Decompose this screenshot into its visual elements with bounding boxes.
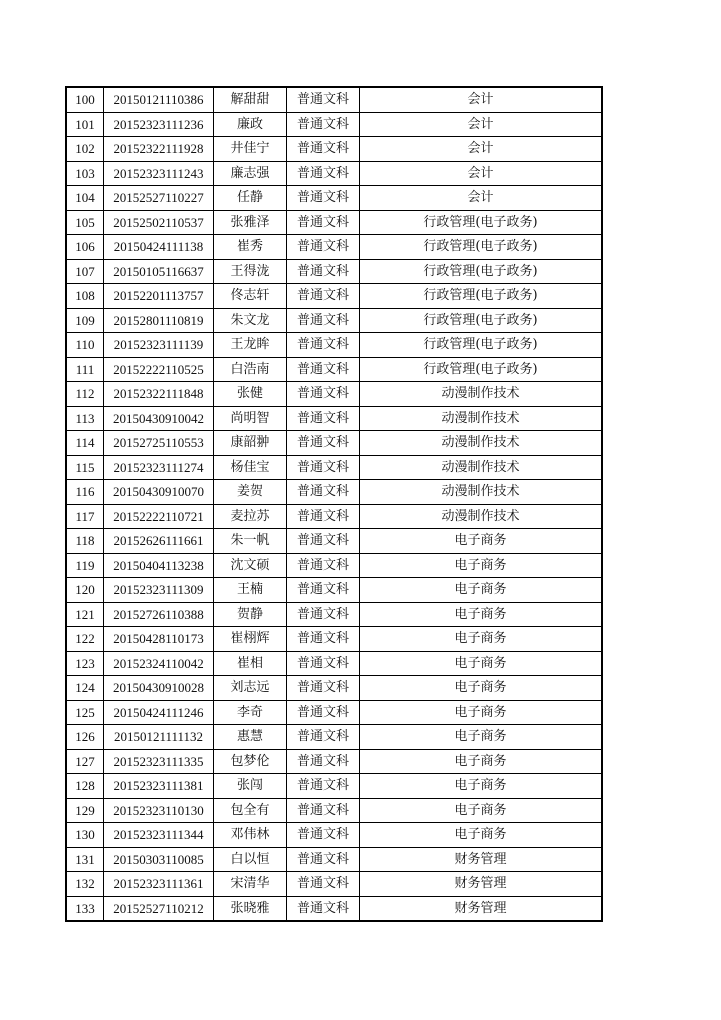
table-row bbox=[66, 186, 602, 211]
table-row bbox=[66, 627, 602, 652]
subject-type-cell: 普通文科 bbox=[287, 578, 360, 603]
table-row bbox=[66, 725, 602, 750]
major-cell: 行政管理(电子政务) bbox=[360, 357, 603, 382]
major-cell: 会计 bbox=[360, 186, 603, 211]
subject-type-cell: 普通文科 bbox=[287, 529, 360, 554]
table-row bbox=[66, 161, 602, 186]
subject-type-cell: 普通文科 bbox=[287, 676, 360, 701]
student-id-cell: 20150430910028 bbox=[104, 676, 214, 701]
subject-type-cell: 普通文科 bbox=[287, 602, 360, 627]
subject-type-cell: 普通文科 bbox=[287, 872, 360, 897]
student-id-cell: 20152323111243 bbox=[104, 161, 214, 186]
table-row bbox=[66, 210, 602, 235]
student-name-cell: 尚明智 bbox=[214, 406, 287, 431]
subject-type-cell: 普通文科 bbox=[287, 627, 360, 652]
student-id-cell: 20152527110227 bbox=[104, 186, 214, 211]
subject-type-cell: 普通文科 bbox=[287, 847, 360, 872]
student-name-cell: 崔栩辉 bbox=[214, 627, 287, 652]
row-number-cell: 107 bbox=[66, 259, 104, 284]
row-number-cell: 133 bbox=[66, 896, 104, 921]
major-cell: 电子商务 bbox=[360, 651, 603, 676]
student-name-cell: 廉政 bbox=[214, 112, 287, 137]
row-number-cell: 132 bbox=[66, 872, 104, 897]
table-row bbox=[66, 504, 602, 529]
subject-type-cell: 普通文科 bbox=[287, 112, 360, 137]
student-name-cell: 包梦伦 bbox=[214, 749, 287, 774]
student-id-cell: 20150303110085 bbox=[104, 847, 214, 872]
subject-type-cell: 普通文科 bbox=[287, 725, 360, 750]
subject-type-cell: 普通文科 bbox=[287, 259, 360, 284]
row-number-cell: 126 bbox=[66, 725, 104, 750]
subject-type-cell: 普通文科 bbox=[287, 431, 360, 456]
table-row bbox=[66, 823, 602, 848]
student-id-cell: 20152527110212 bbox=[104, 896, 214, 921]
major-cell: 电子商务 bbox=[360, 676, 603, 701]
student-name-cell: 张雅泽 bbox=[214, 210, 287, 235]
table-row bbox=[66, 308, 602, 333]
table-row bbox=[66, 357, 602, 382]
student-name-cell: 白浩南 bbox=[214, 357, 287, 382]
student-id-cell: 20152323111361 bbox=[104, 872, 214, 897]
subject-type-cell: 普通文科 bbox=[287, 504, 360, 529]
student-name-cell: 任静 bbox=[214, 186, 287, 211]
table-row bbox=[66, 87, 602, 112]
table-row bbox=[66, 529, 602, 554]
table-row bbox=[66, 455, 602, 480]
admission-list-table bbox=[65, 86, 603, 922]
table-row bbox=[66, 137, 602, 162]
student-name-cell: 邓伟林 bbox=[214, 823, 287, 848]
major-cell: 电子商务 bbox=[360, 602, 603, 627]
table-row bbox=[66, 847, 602, 872]
student-id-cell: 20152323111236 bbox=[104, 112, 214, 137]
major-cell: 行政管理(电子政务) bbox=[360, 259, 603, 284]
major-cell: 动漫制作技术 bbox=[360, 504, 603, 529]
table-row bbox=[66, 259, 602, 284]
table-row bbox=[66, 578, 602, 603]
major-cell: 行政管理(电子政务) bbox=[360, 308, 603, 333]
student-id-cell: 20152801110819 bbox=[104, 308, 214, 333]
row-number-cell: 115 bbox=[66, 455, 104, 480]
row-number-cell: 116 bbox=[66, 480, 104, 505]
subject-type-cell: 普通文科 bbox=[287, 749, 360, 774]
row-number-cell: 119 bbox=[66, 553, 104, 578]
row-number-cell: 117 bbox=[66, 504, 104, 529]
major-cell: 电子商务 bbox=[360, 774, 603, 799]
major-cell: 电子商务 bbox=[360, 529, 603, 554]
student-name-cell: 佟志轩 bbox=[214, 284, 287, 309]
student-id-cell: 20150121111132 bbox=[104, 725, 214, 750]
student-id-cell: 20150430910070 bbox=[104, 480, 214, 505]
major-cell: 行政管理(电子政务) bbox=[360, 235, 603, 260]
student-name-cell: 姜贺 bbox=[214, 480, 287, 505]
row-number-cell: 103 bbox=[66, 161, 104, 186]
major-cell: 财务管理 bbox=[360, 847, 603, 872]
student-name-cell: 李奇 bbox=[214, 700, 287, 725]
student-id-cell: 20152323111335 bbox=[104, 749, 214, 774]
row-number-cell: 118 bbox=[66, 529, 104, 554]
table-row bbox=[66, 700, 602, 725]
student-id-cell: 20150121110386 bbox=[104, 87, 214, 112]
student-name-cell: 崔相 bbox=[214, 651, 287, 676]
major-cell: 动漫制作技术 bbox=[360, 406, 603, 431]
row-number-cell: 125 bbox=[66, 700, 104, 725]
student-name-cell: 张健 bbox=[214, 382, 287, 407]
subject-type-cell: 普通文科 bbox=[287, 137, 360, 162]
major-cell: 行政管理(电子政务) bbox=[360, 333, 603, 358]
student-name-cell: 康韶翀 bbox=[214, 431, 287, 456]
student-name-cell: 惠慧 bbox=[214, 725, 287, 750]
major-cell: 行政管理(电子政务) bbox=[360, 284, 603, 309]
row-number-cell: 104 bbox=[66, 186, 104, 211]
student-name-cell: 朱一帆 bbox=[214, 529, 287, 554]
table-row bbox=[66, 602, 602, 627]
row-number-cell: 114 bbox=[66, 431, 104, 456]
student-name-cell: 解甜甜 bbox=[214, 87, 287, 112]
student-id-cell: 20150404113238 bbox=[104, 553, 214, 578]
student-name-cell: 朱文龙 bbox=[214, 308, 287, 333]
student-id-cell: 20152323111344 bbox=[104, 823, 214, 848]
table-row bbox=[66, 284, 602, 309]
student-id-cell: 20152726110388 bbox=[104, 602, 214, 627]
table-row bbox=[66, 896, 602, 921]
subject-type-cell: 普通文科 bbox=[287, 406, 360, 431]
major-cell: 会计 bbox=[360, 112, 603, 137]
table-row bbox=[66, 382, 602, 407]
table-row bbox=[66, 112, 602, 137]
student-id-cell: 20150424111138 bbox=[104, 235, 214, 260]
major-cell: 动漫制作技术 bbox=[360, 480, 603, 505]
subject-type-cell: 普通文科 bbox=[287, 186, 360, 211]
subject-type-cell: 普通文科 bbox=[287, 210, 360, 235]
subject-type-cell: 普通文科 bbox=[287, 651, 360, 676]
row-number-cell: 129 bbox=[66, 798, 104, 823]
table-row bbox=[66, 431, 602, 456]
student-id-cell: 20152725110553 bbox=[104, 431, 214, 456]
major-cell: 电子商务 bbox=[360, 725, 603, 750]
row-number-cell: 110 bbox=[66, 333, 104, 358]
subject-type-cell: 普通文科 bbox=[287, 382, 360, 407]
student-id-cell: 20152322111928 bbox=[104, 137, 214, 162]
table-row bbox=[66, 480, 602, 505]
subject-type-cell: 普通文科 bbox=[287, 161, 360, 186]
row-number-cell: 128 bbox=[66, 774, 104, 799]
student-name-cell: 宋清华 bbox=[214, 872, 287, 897]
student-name-cell: 贺静 bbox=[214, 602, 287, 627]
row-number-cell: 120 bbox=[66, 578, 104, 603]
student-id-cell: 20152323111381 bbox=[104, 774, 214, 799]
major-cell: 电子商务 bbox=[360, 627, 603, 652]
row-number-cell: 131 bbox=[66, 847, 104, 872]
subject-type-cell: 普通文科 bbox=[287, 455, 360, 480]
row-number-cell: 113 bbox=[66, 406, 104, 431]
row-number-cell: 102 bbox=[66, 137, 104, 162]
row-number-cell: 101 bbox=[66, 112, 104, 137]
subject-type-cell: 普通文科 bbox=[287, 333, 360, 358]
major-cell: 会计 bbox=[360, 87, 603, 112]
student-name-cell: 崔秀 bbox=[214, 235, 287, 260]
student-name-cell: 王得泷 bbox=[214, 259, 287, 284]
row-number-cell: 106 bbox=[66, 235, 104, 260]
student-name-cell: 廉志强 bbox=[214, 161, 287, 186]
subject-type-cell: 普通文科 bbox=[287, 700, 360, 725]
major-cell: 电子商务 bbox=[360, 553, 603, 578]
table-row bbox=[66, 406, 602, 431]
row-number-cell: 100 bbox=[66, 87, 104, 112]
student-name-cell: 刘志远 bbox=[214, 676, 287, 701]
student-name-cell: 包全有 bbox=[214, 798, 287, 823]
major-cell: 动漫制作技术 bbox=[360, 382, 603, 407]
student-id-cell: 20152323111309 bbox=[104, 578, 214, 603]
subject-type-cell: 普通文科 bbox=[287, 774, 360, 799]
major-cell: 电子商务 bbox=[360, 700, 603, 725]
row-number-cell: 108 bbox=[66, 284, 104, 309]
student-id-cell: 20152322111848 bbox=[104, 382, 214, 407]
row-number-cell: 109 bbox=[66, 308, 104, 333]
row-number-cell: 122 bbox=[66, 627, 104, 652]
table-row bbox=[66, 872, 602, 897]
student-id-cell: 20152502110537 bbox=[104, 210, 214, 235]
table-row bbox=[66, 676, 602, 701]
major-cell: 电子商务 bbox=[360, 578, 603, 603]
row-number-cell: 123 bbox=[66, 651, 104, 676]
major-cell: 会计 bbox=[360, 161, 603, 186]
major-cell: 行政管理(电子政务) bbox=[360, 210, 603, 235]
student-id-cell: 20152323111139 bbox=[104, 333, 214, 358]
student-name-cell: 沈文硕 bbox=[214, 553, 287, 578]
subject-type-cell: 普通文科 bbox=[287, 480, 360, 505]
subject-type-cell: 普通文科 bbox=[287, 357, 360, 382]
student-name-cell: 张晓雅 bbox=[214, 896, 287, 921]
table-body bbox=[66, 87, 602, 921]
student-name-cell: 杨佳宝 bbox=[214, 455, 287, 480]
major-cell: 动漫制作技术 bbox=[360, 431, 603, 456]
table-row bbox=[66, 235, 602, 260]
student-id-cell: 20152626111661 bbox=[104, 529, 214, 554]
student-name-cell: 王楠 bbox=[214, 578, 287, 603]
student-id-cell: 20150428110173 bbox=[104, 627, 214, 652]
subject-type-cell: 普通文科 bbox=[287, 308, 360, 333]
student-name-cell: 麦拉苏 bbox=[214, 504, 287, 529]
student-id-cell: 20152222110525 bbox=[104, 357, 214, 382]
major-cell: 电子商务 bbox=[360, 823, 603, 848]
subject-type-cell: 普通文科 bbox=[287, 553, 360, 578]
subject-type-cell: 普通文科 bbox=[287, 284, 360, 309]
student-id-cell: 20150424111246 bbox=[104, 700, 214, 725]
table-row bbox=[66, 553, 602, 578]
subject-type-cell: 普通文科 bbox=[287, 235, 360, 260]
row-number-cell: 105 bbox=[66, 210, 104, 235]
student-id-cell: 20150430910042 bbox=[104, 406, 214, 431]
table-row bbox=[66, 651, 602, 676]
student-id-cell: 20150105116637 bbox=[104, 259, 214, 284]
major-cell: 财务管理 bbox=[360, 896, 603, 921]
table-row bbox=[66, 774, 602, 799]
student-name-cell: 王龙眸 bbox=[214, 333, 287, 358]
table-row bbox=[66, 333, 602, 358]
student-id-cell: 20152323111274 bbox=[104, 455, 214, 480]
subject-type-cell: 普通文科 bbox=[287, 896, 360, 921]
row-number-cell: 112 bbox=[66, 382, 104, 407]
major-cell: 动漫制作技术 bbox=[360, 455, 603, 480]
row-number-cell: 130 bbox=[66, 823, 104, 848]
student-id-cell: 20152222110721 bbox=[104, 504, 214, 529]
row-number-cell: 111 bbox=[66, 357, 104, 382]
table-row bbox=[66, 798, 602, 823]
table-row bbox=[66, 749, 602, 774]
major-cell: 会计 bbox=[360, 137, 603, 162]
row-number-cell: 127 bbox=[66, 749, 104, 774]
subject-type-cell: 普通文科 bbox=[287, 798, 360, 823]
student-name-cell: 白以恒 bbox=[214, 847, 287, 872]
student-name-cell: 井佳宁 bbox=[214, 137, 287, 162]
student-id-cell: 20152323110130 bbox=[104, 798, 214, 823]
student-id-cell: 20152201113757 bbox=[104, 284, 214, 309]
student-name-cell: 张闯 bbox=[214, 774, 287, 799]
student-id-cell: 20152324110042 bbox=[104, 651, 214, 676]
row-number-cell: 121 bbox=[66, 602, 104, 627]
major-cell: 电子商务 bbox=[360, 749, 603, 774]
major-cell: 财务管理 bbox=[360, 872, 603, 897]
row-number-cell: 124 bbox=[66, 676, 104, 701]
subject-type-cell: 普通文科 bbox=[287, 823, 360, 848]
major-cell: 电子商务 bbox=[360, 798, 603, 823]
subject-type-cell: 普通文科 bbox=[287, 87, 360, 112]
